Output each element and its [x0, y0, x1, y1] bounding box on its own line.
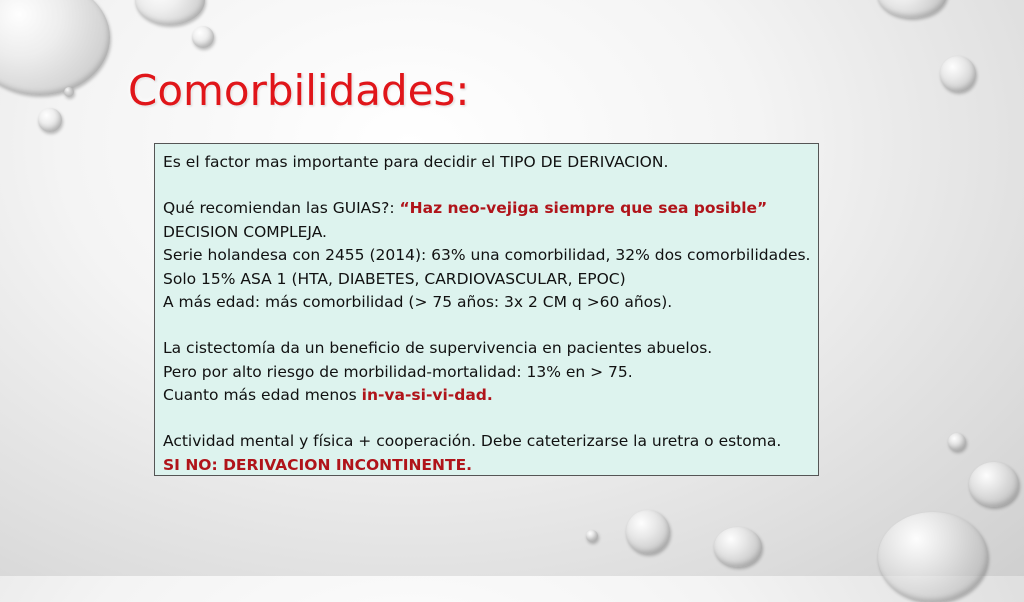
water-drop-decoration — [0, 0, 110, 95]
spacer — [163, 175, 810, 198]
highlight-quote: “Haz neo-vejiga siempre que sea posible” — [399, 199, 768, 217]
text-line: DECISION COMPLEJA. — [163, 222, 327, 241]
water-drop-decoration — [940, 56, 976, 92]
text-span: Cuanto más edad menos — [163, 386, 362, 404]
water-drop-decoration — [192, 26, 214, 48]
highlight-conclusion: SI NO: DERIVACION INCONTINENTE. — [163, 455, 473, 474]
text-line: Serie holandesa con 2455 (2014): 63% una comorbilidad, 32% dos comorbilidades. — [163, 246, 811, 264]
content-box — [154, 143, 819, 476]
water-drop-decoration — [38, 108, 62, 132]
text-line: La cistectomía da un beneficio de supervivencia en pacientes abuelos. — [163, 339, 713, 357]
spacer — [163, 408, 810, 431]
text-line: Pero por alto riesgo de morbilidad-mortalidad: 13% en > 75. — [163, 362, 633, 381]
water-drop-decoration — [714, 527, 762, 567]
water-drop-decoration — [586, 530, 598, 542]
text-line: Solo 15% ASA 1 (HTA, DIABETES, CARDIOVASCULAR, EPOC) — [163, 269, 626, 288]
water-drop-decoration — [948, 433, 966, 451]
water-drop-decoration — [64, 87, 74, 97]
water-drop-decoration — [135, 0, 205, 25]
text-line: A más edad: más comorbilidad (> 75 años: 3x 2 CM q >60 años). — [163, 293, 673, 311]
text-span: Qué recomiendan las GUIAS?: — [163, 199, 400, 217]
water-drop-decoration — [969, 462, 1019, 507]
spacer — [163, 315, 810, 338]
water-drop-decoration — [877, 0, 947, 18]
text-line: Es el factor mas importante para decidir el TIPO DE DERIVACION. — [163, 153, 669, 171]
text-line: Actividad mental y física + cooperación. Debe cateterizarse la uretra o estoma. — [163, 432, 782, 450]
water-drop-decoration — [878, 512, 988, 602]
text-line — [163, 384, 810, 408]
highlight-text: in-va-si-vi-dad. — [361, 386, 493, 404]
water-drop-decoration — [626, 510, 670, 554]
text-line — [163, 197, 810, 221]
slide-title: Comorbilidades: — [128, 66, 470, 115]
